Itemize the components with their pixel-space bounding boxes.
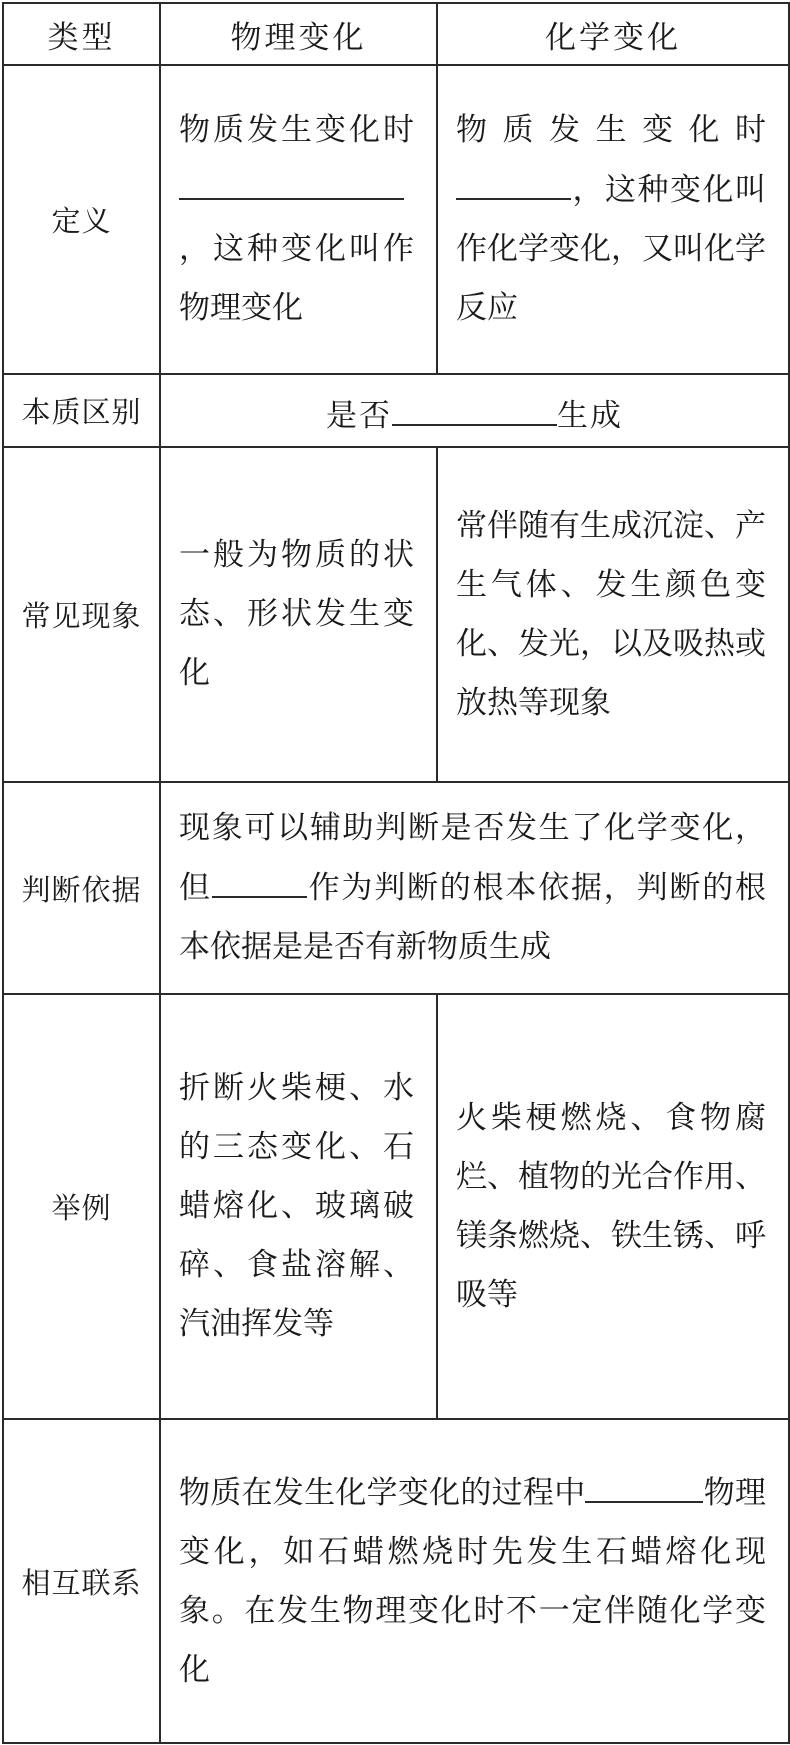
definition-physical-blank[interactable] — [179, 160, 404, 200]
phenomena-label: 常见现象 — [3, 447, 160, 782]
header-chemical-change: 化学变化 — [437, 3, 789, 65]
phenomena-chemical: 常伴随有生成沉淀、产生气体、发生颜色变化、发光，以及吸热或放热等现象 — [437, 447, 789, 782]
basis-label: 判断依据 — [3, 782, 160, 994]
basis-text-before: 现象可以辅助判断是否发生了化学变化，但 — [179, 810, 766, 906]
essence-blank[interactable] — [392, 386, 557, 426]
examples-chemical: 火柴梗燃烧、食物腐烂、植物的光合作用、镁条燃烧、铁生锈、呼吸等 — [437, 994, 789, 1419]
basis-text-after: 作为判断的根本依据，判断的根本依据是是否有新物质生成 — [179, 870, 767, 965]
relation-blank[interactable] — [585, 1463, 703, 1503]
definition-physical — [160, 65, 437, 374]
definition-chemical-text-after: ，这种变化叫作化学变化，又叫化学反应 — [456, 172, 766, 326]
essence-text-before: 是否 — [326, 398, 392, 434]
definition-chemical-blank[interactable] — [456, 160, 571, 200]
physical-chemical-change-table — [2, 2, 790, 1744]
definition-physical-text-after: ，这种变化叫作物理变化 — [179, 231, 414, 326]
relation-text-after: 物理变化，如石蜡燃烧时先发生石蜡熔化现象。在发生物理变化时不一定伴随化学变化 — [179, 1474, 767, 1688]
basis-content — [160, 782, 789, 994]
header-row — [3, 3, 789, 65]
definition-label: 定义 — [3, 65, 160, 374]
essence-label: 本质区别 — [3, 374, 160, 447]
definition-chemical-text-before: 物质发生变化时 — [456, 112, 766, 148]
definition-physical-text-before: 物质发生变化时 — [179, 112, 414, 148]
examples-label: 举例 — [3, 994, 160, 1419]
header-type: 类型 — [3, 3, 160, 65]
relation-text-before: 物质在发生化学变化的过程中 — [179, 1474, 586, 1511]
basis-blank[interactable] — [212, 858, 307, 898]
essence-text-after: 生成 — [557, 398, 623, 434]
basis-row — [3, 782, 789, 994]
relation-content — [160, 1419, 789, 1743]
phenomena-row — [3, 447, 789, 782]
header-physical-change: 物理变化 — [160, 3, 437, 65]
essence-content — [160, 374, 789, 447]
relation-label: 相互联系 — [3, 1419, 160, 1743]
relation-row — [3, 1419, 789, 1743]
examples-row — [3, 994, 789, 1419]
definition-chemical — [437, 65, 789, 374]
definition-row — [3, 65, 789, 374]
phenomena-physical: 一般为物质的状态、形状发生变化 — [160, 447, 437, 782]
essence-row — [3, 374, 789, 447]
examples-physical: 折断火柴梗、水的三态变化、石蜡熔化、玻璃破碎、食盐溶解、汽油挥发等 — [160, 994, 437, 1419]
